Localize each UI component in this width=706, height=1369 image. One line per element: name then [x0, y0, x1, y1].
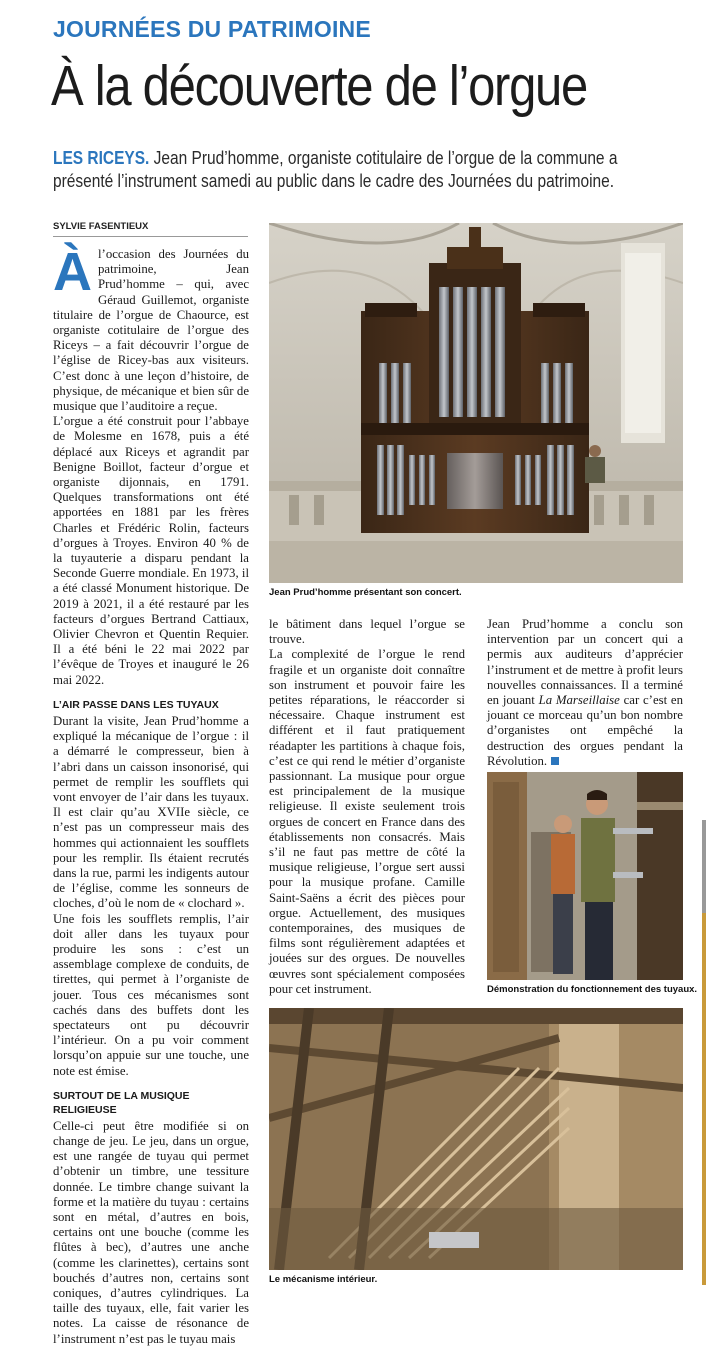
lead-text: Jean Prud’homme, organiste cotitulaire de l’orgue de la commune a présenté l’instrument samedi au public dans le cadre des Journées du patrimoine.	[53, 148, 618, 191]
article-lead	[53, 147, 655, 193]
demonstration-photo	[487, 772, 683, 980]
author-byline: SYLVIE FASENTIEUX	[53, 221, 248, 237]
paragraph-mechanics: Durant la visite, Jean Prud’homme a expliqué la mécanique de l’orgue : il a démarré le compresseur, bien à l’abri dans un caisson insonorisé, qui permet de remplir les soufflets qui vont envoyer de l’air dans les tuyaux. Il est clair qu’au XVIIe siècle, ce n’est pas un compresseur mais des hommes qui actionnaient les soufflets pour les remplir. Ils étaient recrutés dans la rue, parmi les indigents autour de l’église, comme les sonneurs de cloches, d’où le nom de « clochard ».	[53, 713, 249, 911]
page-edge-decoration	[702, 820, 706, 1285]
conclusion-text-a: Jean Prud’homme a conclu son intervention par un concert qui a permis aux auditeurs d’apprécier l’instrument et de mettre à profit leurs nouvelles connaissances. Il a terminé en jouant	[487, 617, 683, 708]
drop-cap: À	[53, 242, 92, 302]
paragraph-conclusion	[487, 617, 683, 769]
section-kicker: JOURNÉES DU PATRIMOINE	[53, 16, 371, 42]
article-column-3	[487, 617, 683, 769]
caption-demonstration-photo: Démonstration du fonctionnement des tuyaux.	[487, 984, 698, 995]
paragraph-building: le bâtiment dans lequel l’orgue se trouve.	[269, 617, 465, 647]
dateline-location: LES RICEYS.	[53, 148, 150, 168]
song-title: La Marseillaise	[538, 693, 620, 708]
paragraph-history: L’orgue a été construit pour l’abbaye de Molesme en 1678, puis a été déplacé aux Riceys et agrandit par Benigne Boillot, facteur d’orgue et organiste dijonnais, en 1791. Quelques transformations ont été apportées en 1881 par les frères Charles et Frédéric Rolin, facteurs d’orgues à Troyes. Environ 40 % de la tuyauterie a disparu pendant la Seconde Guerre mondiale. En 1973, il a été classé Monument historique. De 2019 à 2021, il a été restauré par les facteurs d’orgues Bertrand Cattiaux, Olivier Chevron et Quentin Requier. Il a été béni le 22 mai 2022 par l’évêque de Troyes et inauguré le 26 mai 2022.	[53, 414, 249, 687]
organ-photo	[269, 223, 683, 583]
paragraph-stops: Celle-ci peut être modifiée si on change de jeu. Le jeu, dans un orgue, est une rangée de tuyau qui permet d’obtenir un timbre, une tessiture donnée. Le timbre change suivant la forme et la matière du tuyau : certains sont en métal, d’autres en bois, certains ont une bouche (comme les flûtes à bec), d’autres une anche (comme les clarinettes), certains sont bouchés d’autres non, certains sont coniques, d’autres cylindriques. La taille des tuyaux, elle, fait varier les notes. La caisse de résonance de l’instrument n’est pas le tuyau mais	[53, 1118, 249, 1346]
paragraph-complexity: La complexité de l’orgue le rend fragile et un organiste doit connaître son instrument et pouvoir faire les petites réparations, le réaccorder si nécessaire. Chaque instrument est différent et il faut pratiquement réadapter les partitions à chaque fois, c’est ce qui rend le métier d’organiste passionnant. La musique pour orgue est principalement de la musique religieuse. Il existe seulement trois orgues de concert en France dans des établissements non consacrés. Mais s’il ne faut pas mettre de côté la musique religieuse, l’orgue sert aussi pour la musique profane. Camille Saint-Saëns a écrit des pièces pour orgue. Actuellement, des musiques contemporaines, des musiques de films sont régulièrement adaptées et jouées sur des orgues. De nouvelles œuvres sont spécialement composées pour cet instrument.	[269, 647, 465, 996]
article-column-1	[53, 242, 249, 1347]
paragraph-intro-text: l’occasion des Journées du patrimoine, Jean Prud’homme – qui, avec Géraud Guillemot, organiste titulaire de l’orgue de Chaource, est organiste cotitulaire de l’orgue des Riceys – a fait découvrir l’orgue de l’église de Ricey-bas aux visiteurs. C’est donc à une leçon d’histoire, de physique, de mécanique et bien sûr de musique que l’auditoire a reçue.	[53, 247, 249, 414]
paragraph-intro	[53, 242, 249, 414]
article-headline: À la découverte de l’orgue	[51, 54, 588, 118]
paragraph-pipes: Une fois les soufflets remplis, l’air doit aller dans les tuyaux pour produire les sons : c’est un assemblage complexe de conduits, de tirettes, qui permet à l’organiste de jouer. Tous ces mécanismes sont cachés dans des buffets dont les spectateurs ont pu découvrir l’intérieur. On a pu voir comment lorsqu’on appuie sur une touche, une note est émise.	[53, 911, 249, 1078]
article-column-2	[269, 617, 465, 997]
caption-mechanism-photo: Le mécanisme intérieur.	[269, 1274, 378, 1285]
caption-organ-photo: Jean Prud’homme présentant son concert.	[269, 587, 462, 598]
conclusion-text-b: car c’est en jouant ce morceau qu’un bon nombre d’organistes ont empêché la destruction des orgues pendant la Révolution.	[487, 693, 683, 768]
end-mark	[551, 757, 559, 765]
subheading-air: L’AIR PASSE DANS LES TUYAUX	[53, 698, 219, 711]
mechanism-photo	[269, 1008, 683, 1270]
subheading-religious: SURTOUT DE LA MUSIQUE RELIGIEUSE	[53, 1089, 190, 1116]
